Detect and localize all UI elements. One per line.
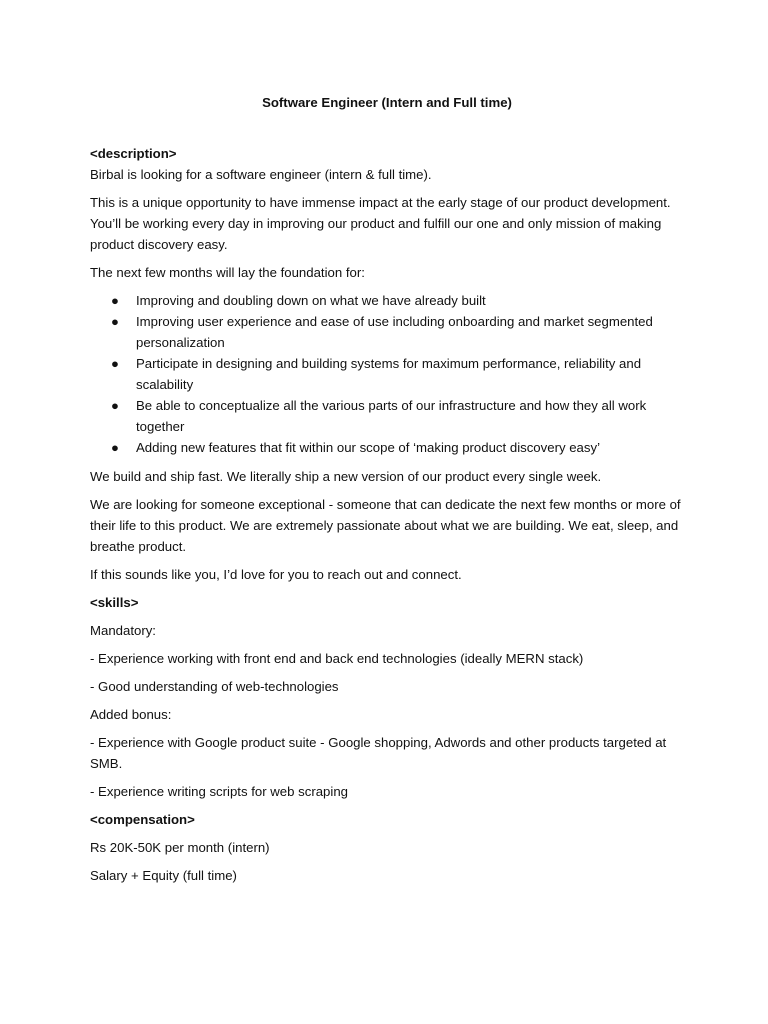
bullet-icon: ● <box>111 314 119 329</box>
bonus-label: Added bonus: <box>90 707 172 722</box>
description-heading: <description> <box>90 146 177 161</box>
compensation-heading: <compensation> <box>90 812 195 827</box>
bullet-icon: ● <box>111 398 119 413</box>
bonus-item: - Experience with Google product suite - Google shopping, Adwords and other products targeted at SMB. <box>90 735 667 771</box>
intro-paragraph: Birbal is looking for a software engineer (intern & full time). <box>90 167 432 182</box>
foundation-intro: The next few months will lay the foundation for: <box>90 265 365 280</box>
list-item <box>90 395 690 437</box>
list-item-text: Adding new features that fit within our scope of ‘making product discovery easy’ <box>136 440 601 455</box>
list-item-text: Participate in designing and building systems for maximum performance, reliability and scalability <box>136 356 642 392</box>
mandatory-item: - Good understanding of web-technologies <box>90 679 339 694</box>
bonus-item: - Experience writing scripts for web scraping <box>90 784 348 799</box>
bullet-icon: ● <box>111 356 119 371</box>
list-item <box>90 353 690 395</box>
compensation-full-time: Salary + Equity (full time) <box>90 868 237 883</box>
list-item <box>90 437 690 458</box>
compensation-intern: Rs 20K-50K per month (intern) <box>90 840 270 855</box>
bullet-icon: ● <box>111 440 119 455</box>
opportunity-paragraph: This is a unique opportunity to have immense impact at the early stage of our product development. You’ll be working every day in improving our product and fulfill our one and only mission of making product discovery easy. <box>90 195 671 252</box>
list-item-text: Improving user experience and ease of use including onboarding and market segmented personalization <box>136 314 653 350</box>
exceptional-paragraph: We are looking for someone exceptional - someone that can dedicate the next few months or more of their life to this product. We are extremely passionate about what we are building. We eat, sleep, and breathe product. <box>90 497 681 554</box>
list-item <box>90 311 690 353</box>
mandatory-item: - Experience working with front end and back end technologies (ideally MERN stack) <box>90 651 584 666</box>
list-item-text: Improving and doubling down on what we have already built <box>136 293 486 308</box>
bullet-icon: ● <box>111 293 119 308</box>
foundation-list <box>90 290 690 458</box>
ship-fast-paragraph: We build and ship fast. We literally ship a new version of our product every single week. <box>90 469 602 484</box>
skills-heading: <skills> <box>90 595 139 610</box>
document-title: Software Engineer (Intern and Full time) <box>262 95 512 110</box>
mandatory-label: Mandatory: <box>90 623 156 638</box>
reach-out-paragraph: If this sounds like you, I’d love for you to reach out and connect. <box>90 567 462 582</box>
list-item-text: Be able to conceptualize all the various parts of our infrastructure and how they all work together <box>136 398 647 434</box>
list-item <box>90 290 690 311</box>
